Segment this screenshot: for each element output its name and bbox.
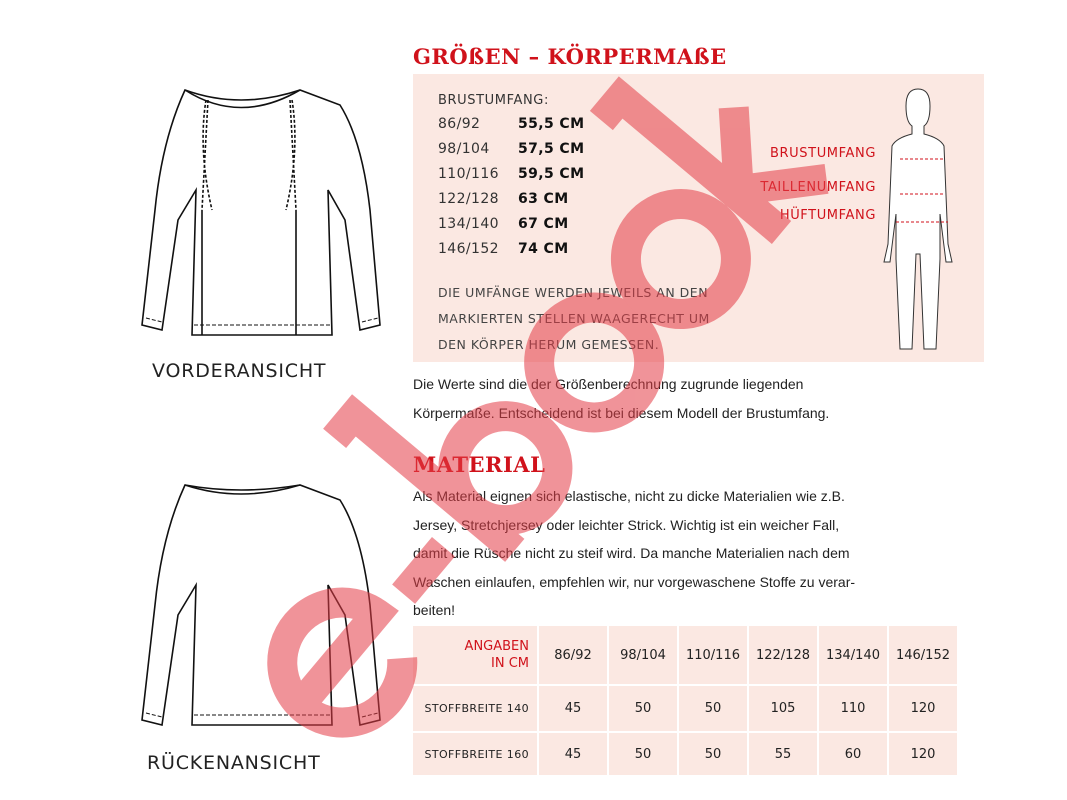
column-header: 146/152 xyxy=(889,626,957,684)
cell: 50 xyxy=(679,686,747,731)
text-line: Jersey, Stretchjersey oder leichter Strick. Wichtig ist ein weicher Fall, xyxy=(413,516,840,533)
size: 146/152 xyxy=(438,241,499,257)
text-line: Als Material eignen sich elastische, nicht zu dicke Materialien wie z.B. xyxy=(413,488,845,504)
chest-marker-label: BRUSTUMFANG xyxy=(770,146,876,161)
cell: 50 xyxy=(679,733,747,775)
back-view-caption: RÜCKENANSICHT xyxy=(147,752,321,774)
cell: 60 xyxy=(819,733,887,775)
note-line: DEN KÖRPER HERUM GEMESSEN. xyxy=(438,337,660,352)
chest-value: 63 CM xyxy=(518,191,569,207)
cell: 110 xyxy=(819,686,887,731)
front-view-sketch xyxy=(100,80,390,350)
column-header: 98/104 xyxy=(609,626,677,684)
cell: 55 xyxy=(749,733,817,775)
chest-value: 55,5 CM xyxy=(518,116,585,132)
text-line: beiten! xyxy=(413,602,456,618)
column-header: 134/140 xyxy=(819,626,887,684)
size: 110/116 xyxy=(438,166,499,182)
text-line: Waschen einlaufen, empfehlen wir, nur vorgewaschene Stoffe zu verar- xyxy=(413,573,856,590)
chest-value: 59,5 CM xyxy=(518,166,585,182)
column-header: 110/116 xyxy=(679,626,747,684)
cell: 45 xyxy=(539,686,607,731)
note-line: DIE UMFÄNGE WERDEN JEWEILS AN DEN xyxy=(438,285,709,300)
cell: 105 xyxy=(749,686,817,731)
size: 86/92 xyxy=(438,116,481,132)
material-text xyxy=(413,482,993,625)
note-line: MARKIERTEN STELLEN WAAGERECHT UM xyxy=(438,311,710,326)
column-header: 86/92 xyxy=(539,626,607,684)
sizes-heading: GRÖßEN – KÖRPERMAßE xyxy=(413,44,727,69)
measurement-note xyxy=(438,280,710,358)
fabric-requirements-table xyxy=(411,624,959,777)
chest-value: 67 CM xyxy=(518,216,569,232)
cell: 50 xyxy=(609,686,677,731)
cell: 120 xyxy=(889,733,957,775)
material-heading: MATERIAL xyxy=(413,452,546,477)
table-row xyxy=(413,686,957,731)
header-label: ANGABEN IN CM xyxy=(413,626,537,684)
chest-label: BRUSTUMFANG: xyxy=(438,93,549,108)
text-line: Die Werte sind die der Größenberechnung zugrunde liegenden xyxy=(413,376,804,392)
sizes-explanation xyxy=(413,370,993,427)
table-row xyxy=(413,733,957,775)
cell: 45 xyxy=(539,733,607,775)
column-header: 122/128 xyxy=(749,626,817,684)
chest-value: 57,5 CM xyxy=(518,141,585,157)
row-label: STOFFBREITE 160 xyxy=(413,733,537,775)
front-view-caption: VORDERANSICHT xyxy=(152,360,327,382)
table-header-row xyxy=(413,626,957,684)
cell: 120 xyxy=(889,686,957,731)
body-measurements-box xyxy=(413,74,984,362)
back-view-sketch xyxy=(100,475,390,745)
hip-marker-label: HÜFTUMFANG xyxy=(779,208,876,223)
cell: 50 xyxy=(609,733,677,775)
text-line: damit die Rüsche nicht zu steif wird. Da manche Materialien nach dem xyxy=(413,545,850,561)
size: 134/140 xyxy=(438,216,499,232)
size: 122/128 xyxy=(438,191,499,207)
body-figure-icon xyxy=(878,84,958,354)
chest-value: 74 CM xyxy=(518,241,569,257)
size: 98/104 xyxy=(438,141,490,157)
row-label: STOFFBREITE 140 xyxy=(413,686,537,731)
text-line: Körpermaße. Entscheidend ist bei diesem Modell der Brustumfang. xyxy=(413,404,830,421)
waist-marker-label: TAILLENUMFANG xyxy=(760,180,876,195)
